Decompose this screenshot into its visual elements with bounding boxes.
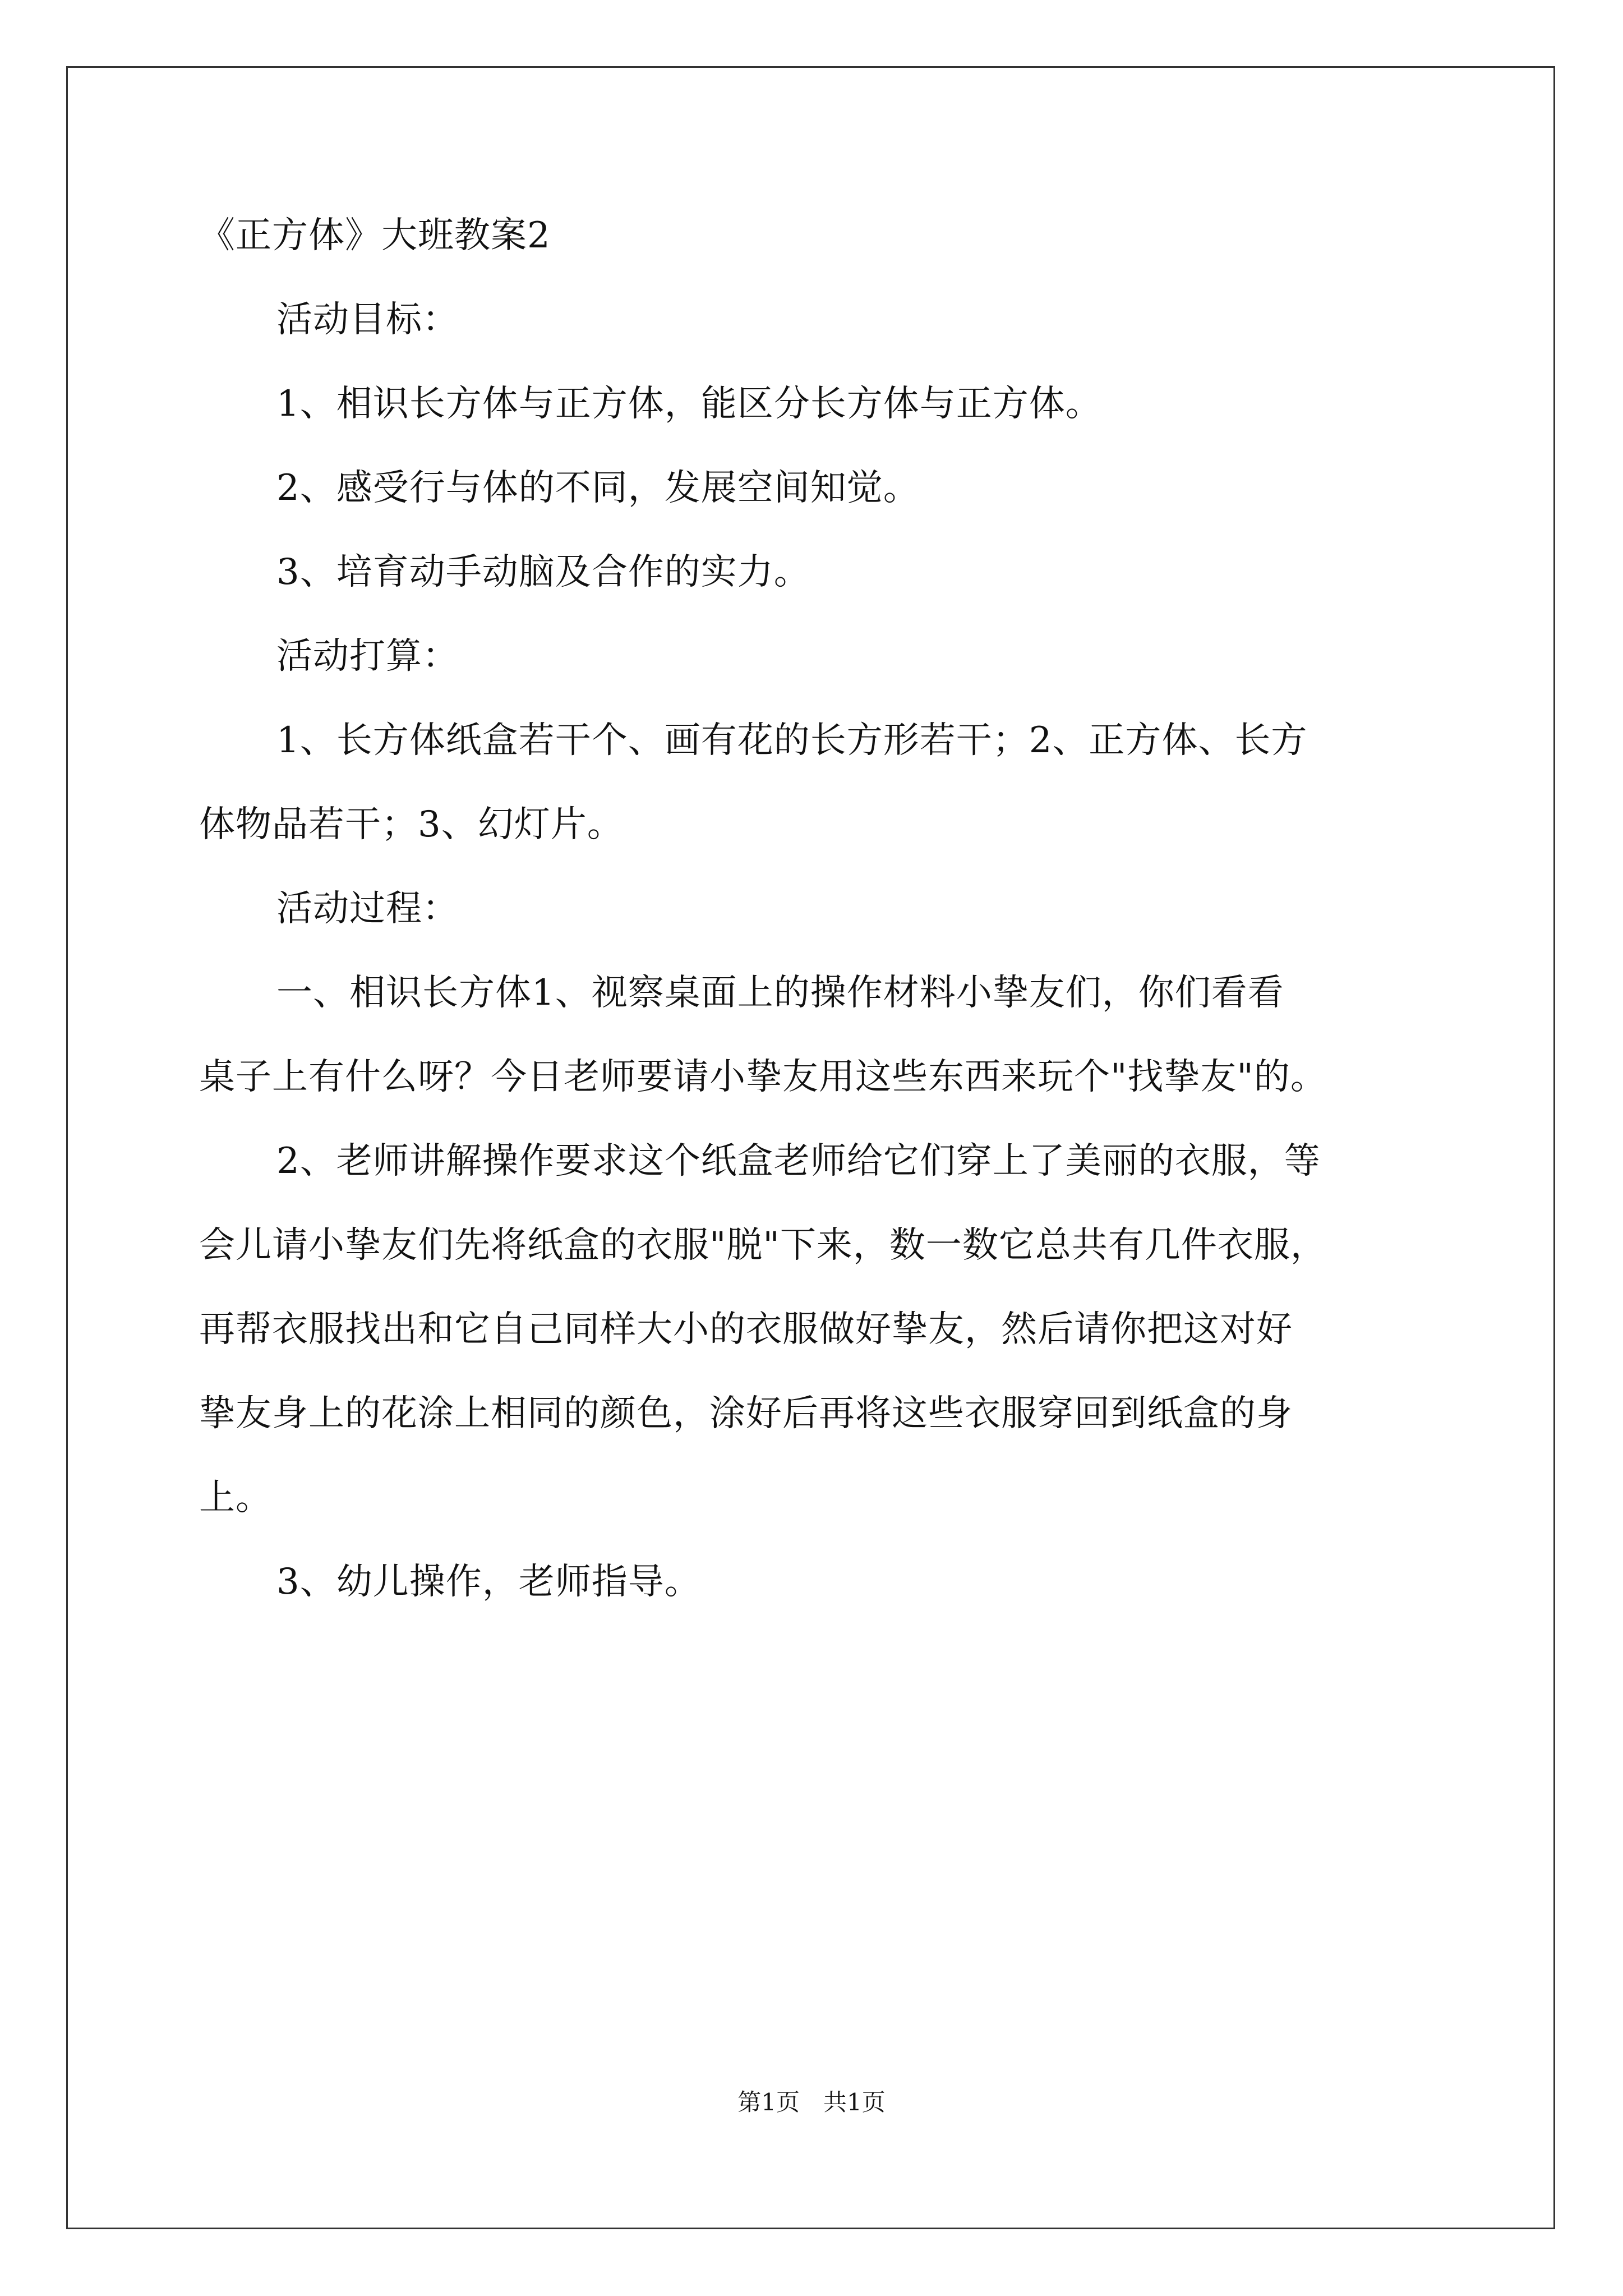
paragraph-line: 会儿请小挚友们先将纸盒的衣服"脱"下来，数一数它总共有几件衣服， xyxy=(199,1225,1327,1266)
section-heading-goals: 活动目标： xyxy=(276,299,459,341)
paragraph-line: 上。 xyxy=(199,1477,272,1519)
section-heading-process: 活动过程： xyxy=(276,888,459,930)
paragraph-line: 体物品若干；3、幻灯片。 xyxy=(199,804,624,845)
paragraph-line: 桌子上有什么呀？今日老师要请小挚友用这些东西来玩个"找挚友"的。 xyxy=(199,1056,1327,1098)
paragraph-line: 挚友身上的花涂上相同的颜色，涂好后再将这些衣服穿回到纸盒的身 xyxy=(199,1393,1293,1434)
section-heading-preparation: 活动打算： xyxy=(276,636,459,677)
paragraph-line: 1、长方体纸盒若干个、画有花的长方形若干；2、正方体、长方 xyxy=(276,720,1308,761)
paragraph-line: 2、感受行与体的不同，发展空间知觉。 xyxy=(276,467,920,509)
paragraph-line: 3、幼儿操作，老师指导。 xyxy=(276,1561,701,1603)
paragraph-line: 1、相识长方体与正方体，能区分长方体与正方体。 xyxy=(276,383,1102,425)
paragraph-line: 2、老师讲解操作要求这个纸盒老师给它们穿上了美丽的衣服，等 xyxy=(276,1140,1321,1182)
paragraph-line: 一、相识长方体1、视察桌面上的操作材料小挚友们，你们看看 xyxy=(276,972,1284,1014)
document-title: 《正方体》大班教案2 xyxy=(199,215,551,256)
paragraph-line: 3、培育动手动脑及合作的实力。 xyxy=(276,551,810,593)
paragraph-line: 再帮衣服找出和它自己同样大小的衣服做好挚友，然后请你把这对好 xyxy=(199,1309,1293,1350)
page-number-footer: 第1页 共1页 xyxy=(737,2088,886,2116)
